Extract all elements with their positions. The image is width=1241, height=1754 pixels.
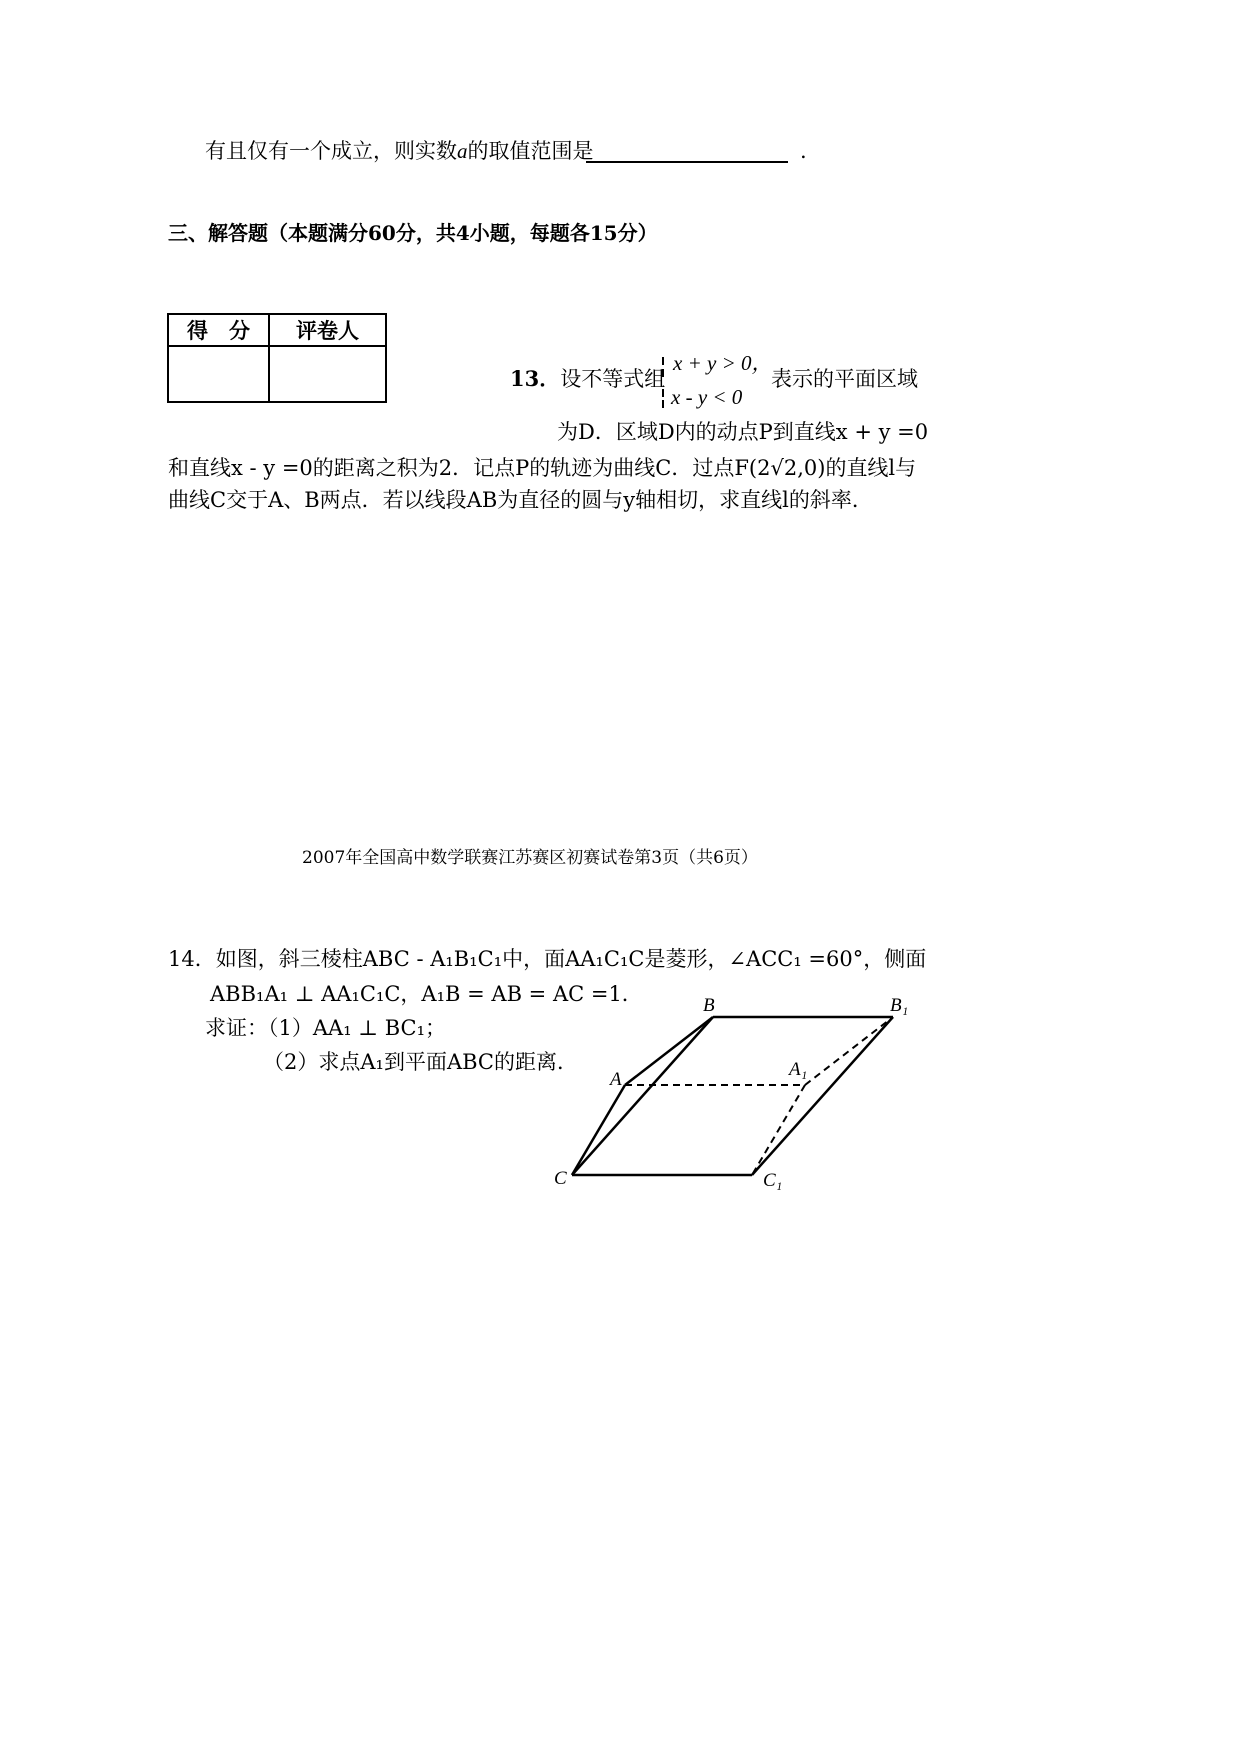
q13-intro-text: 设不等式组 [560,367,666,391]
grader-cell[interactable] [269,346,386,402]
label-B1: B₁ [890,995,909,1016]
q13-number: 13． [510,366,561,391]
variable-a: a [457,139,468,163]
continuation-line [205,139,594,163]
inequality-2: x - y < 0 [671,385,743,409]
continuation-period: . [800,139,807,163]
q14-line3: 求证：（1）AA₁ ⊥ BC₁； [205,1016,447,1040]
edge-ba [625,1017,713,1085]
score-cell[interactable] [168,346,269,402]
q14-line4: （2）求点A₁到平面ABC的距离． [263,1050,578,1074]
edge-bc [572,1017,713,1175]
q13-tail: 表示的平面区域 [771,367,918,391]
label-A1: A₁ [789,1059,808,1080]
label-A: A [610,1069,622,1090]
q14-line1: 14．如图，斜三棱柱ABC - A₁B₁C₁中，面AA₁C₁C是菱形，∠ACC₁ =60°，侧面 [168,947,927,971]
edge-ac [572,1085,625,1175]
score-header: 得 分 [168,314,269,346]
edge-b1c1 [752,1017,893,1175]
grader-header: 评卷人 [269,314,386,346]
edge-a1b1 [805,1017,893,1085]
answer-blank[interactable] [586,161,788,163]
continuation-text: 有且仅有一个成立，则实数 [205,139,457,163]
label-C1: C₁ [763,1170,783,1191]
page-footer: 2007年全国高中数学联赛江苏赛区初赛试卷第3页（共6页） [302,848,758,868]
score-table [167,313,387,403]
prism-figure [540,990,930,1200]
system-brace [656,353,670,411]
inequality-1: x + y > 0， [673,351,773,375]
section-title: 三、解答题（本题满分60分，共4小题，每题各15分） [168,221,658,245]
edge-a1c1 [752,1085,805,1175]
q14-line2: ABB₁A₁ ⊥ AA₁C₁C，A₁B = AB = AC =1． [210,982,643,1006]
q13-line3: 和直线x - y =0的距离之积为2．记点P的轨迹为曲线C．过点F(2√2,0)的直线l与 [168,456,917,480]
q13-line2: 为D．区域D内的动点P到直线x + y =0 [557,420,929,444]
q13-line4: 曲线C交于A、B两点．若以线段AB为直径的圆与y轴相切，求直线l的斜率． [168,488,873,512]
q13-intro [510,367,665,391]
continuation-text-2: 的取值范围是 [467,139,594,163]
label-B: B [703,995,715,1016]
label-C: C [554,1168,567,1189]
